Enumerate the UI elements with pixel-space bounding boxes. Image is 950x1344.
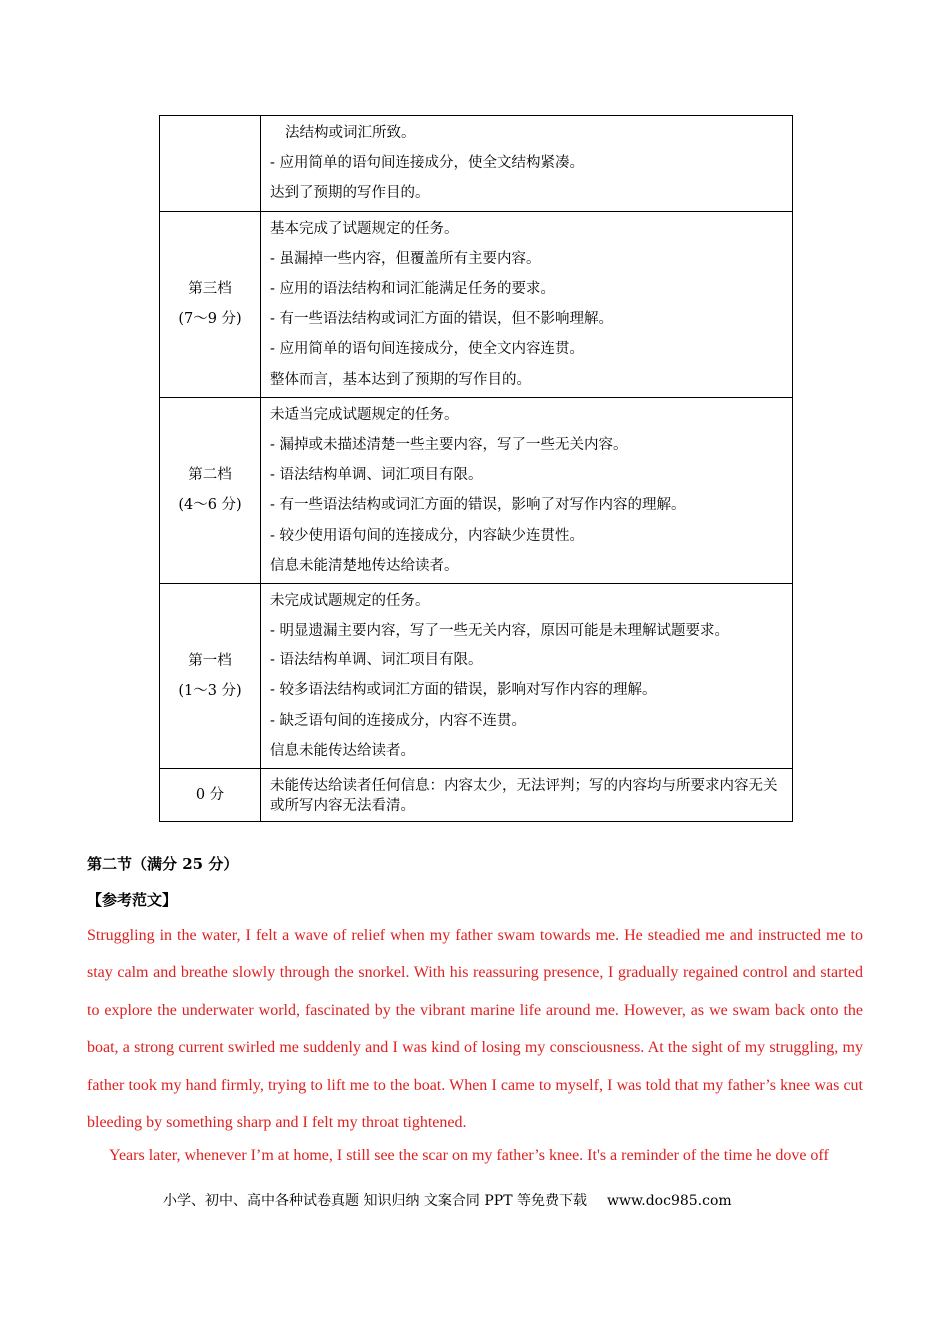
criteria-line: - 漏掉或未描述清楚一些主要内容，写了一些无关内容。: [270, 437, 628, 454]
grade-name: 第二档: [188, 467, 232, 484]
grade-cell: [160, 584, 261, 769]
criteria-line: - 应用的语法结构和词汇能满足任务的要求。: [270, 281, 556, 298]
criteria-line: - 较少使用语句间的连接成分，内容缺少连贯性。: [270, 527, 585, 544]
grade-range: (7～9 分): [178, 311, 242, 328]
page-footer: [163, 1190, 732, 1210]
criteria-line: - 有一些语法结构或词汇方面的错误，但不影响理解。: [270, 311, 614, 328]
grade-cell: [160, 769, 261, 822]
essay-paragraph: Struggling in the water, I felt a wave of relief when my father swam towards me. He steadied me and instructed me to stay calm and breathe slowly through the snorkel. With his reassuring presence, I gradually regained control and started to explore the underwater world, fascinated by the vibrant marine life around me. However, as we swam back onto the boat, a strong current swirled me suddenly and I was kind of losing my consciousness. At the sight of my struggling, my father took my hand firmly, trying to lift me to the boat. When I came to myself, I was told that my father’s knee was cut bleeding by something sharp and I felt my throat tightened.: [87, 927, 863, 1132]
grade-range: (1～3 分): [178, 683, 242, 700]
criteria-line: 未能传达给读者任何信息：内容太少，无法评判；写的内容均与所要求内容无关或所写内容无法看清。: [270, 778, 778, 815]
grade-name: 第三档: [188, 281, 232, 298]
grade-cell: [160, 211, 261, 397]
criteria-line: - 有一些语法结构或词汇方面的错误，影响了对写作内容的理解。: [270, 497, 686, 514]
criteria-cell: [261, 116, 793, 212]
essay-paragraph: Years later, whenever I’m at home, I still see the scar on my father’s knee. It's a reminder of the time he dove off: [109, 1147, 829, 1165]
criteria-line: - 虽漏掉一些内容，但覆盖所有主要内容。: [270, 250, 541, 267]
rubric-row-tier-2: [160, 397, 793, 583]
criteria-line: - 语法结构单调、词汇项目有限。: [270, 652, 483, 669]
criteria-line: 法结构或词汇所致。: [285, 125, 416, 141]
criteria-line: 整体而言，基本达到了预期的写作目的。: [270, 371, 531, 388]
criteria-line: 信息未能传达给读者。: [270, 742, 415, 759]
criteria-line: - 较多语法结构或词汇方面的错误，影响对写作内容的理解。: [270, 682, 657, 699]
criteria-line: - 应用简单的语句间连接成分，使全文结构紧凑。: [270, 155, 585, 172]
criteria-line: 基本完成了试题规定的任务。: [270, 220, 459, 237]
criteria-cell: [261, 584, 793, 769]
footer-text: 小学、初中、高中各种试卷真题 知识归纳 文案合同 PPT 等免费下载: [163, 1193, 587, 1209]
criteria-line: 达到了预期的写作目的。: [270, 185, 430, 202]
rubric-row-continuation: [160, 116, 793, 212]
rubric-row-tier-1: [160, 584, 793, 769]
criteria-cell: [261, 211, 793, 397]
scoring-rubric-table: [159, 115, 793, 822]
criteria-line: 未适当完成试题规定的任务。: [270, 406, 459, 423]
criteria-line: - 缺乏语句间的连接成分，内容不连贯。: [270, 712, 527, 729]
section-title: 第二节（满分 25 分）: [87, 855, 239, 873]
criteria-line: - 明显遗漏主要内容，写了一些无关内容，原因可能是未理解试题要求。: [270, 623, 730, 640]
rubric-row-tier-3: [160, 211, 793, 397]
grade-cell: [160, 397, 261, 583]
criteria-cell: [261, 397, 793, 583]
grade-name: 0 分: [195, 787, 225, 804]
criteria-line: 信息未能清楚地传达给读者。: [270, 557, 459, 574]
grade-range: (4～6 分): [178, 497, 242, 514]
criteria-line: - 语法结构单调、词汇项目有限。: [270, 467, 483, 484]
grade-name: 第一档: [188, 653, 232, 670]
criteria-line: 未完成试题规定的任务。: [270, 593, 430, 610]
grade-cell-empty: [160, 116, 261, 212]
rubric-row-zero: [160, 769, 793, 822]
reference-essay: [87, 917, 863, 1175]
footer-url: www.doc985.com: [606, 1193, 732, 1209]
criteria-cell: [261, 769, 793, 822]
criteria-line: - 应用简单的语句间连接成分，使全文内容连贯。: [270, 341, 585, 358]
reference-essay-title: 【参考范文】: [87, 891, 178, 909]
